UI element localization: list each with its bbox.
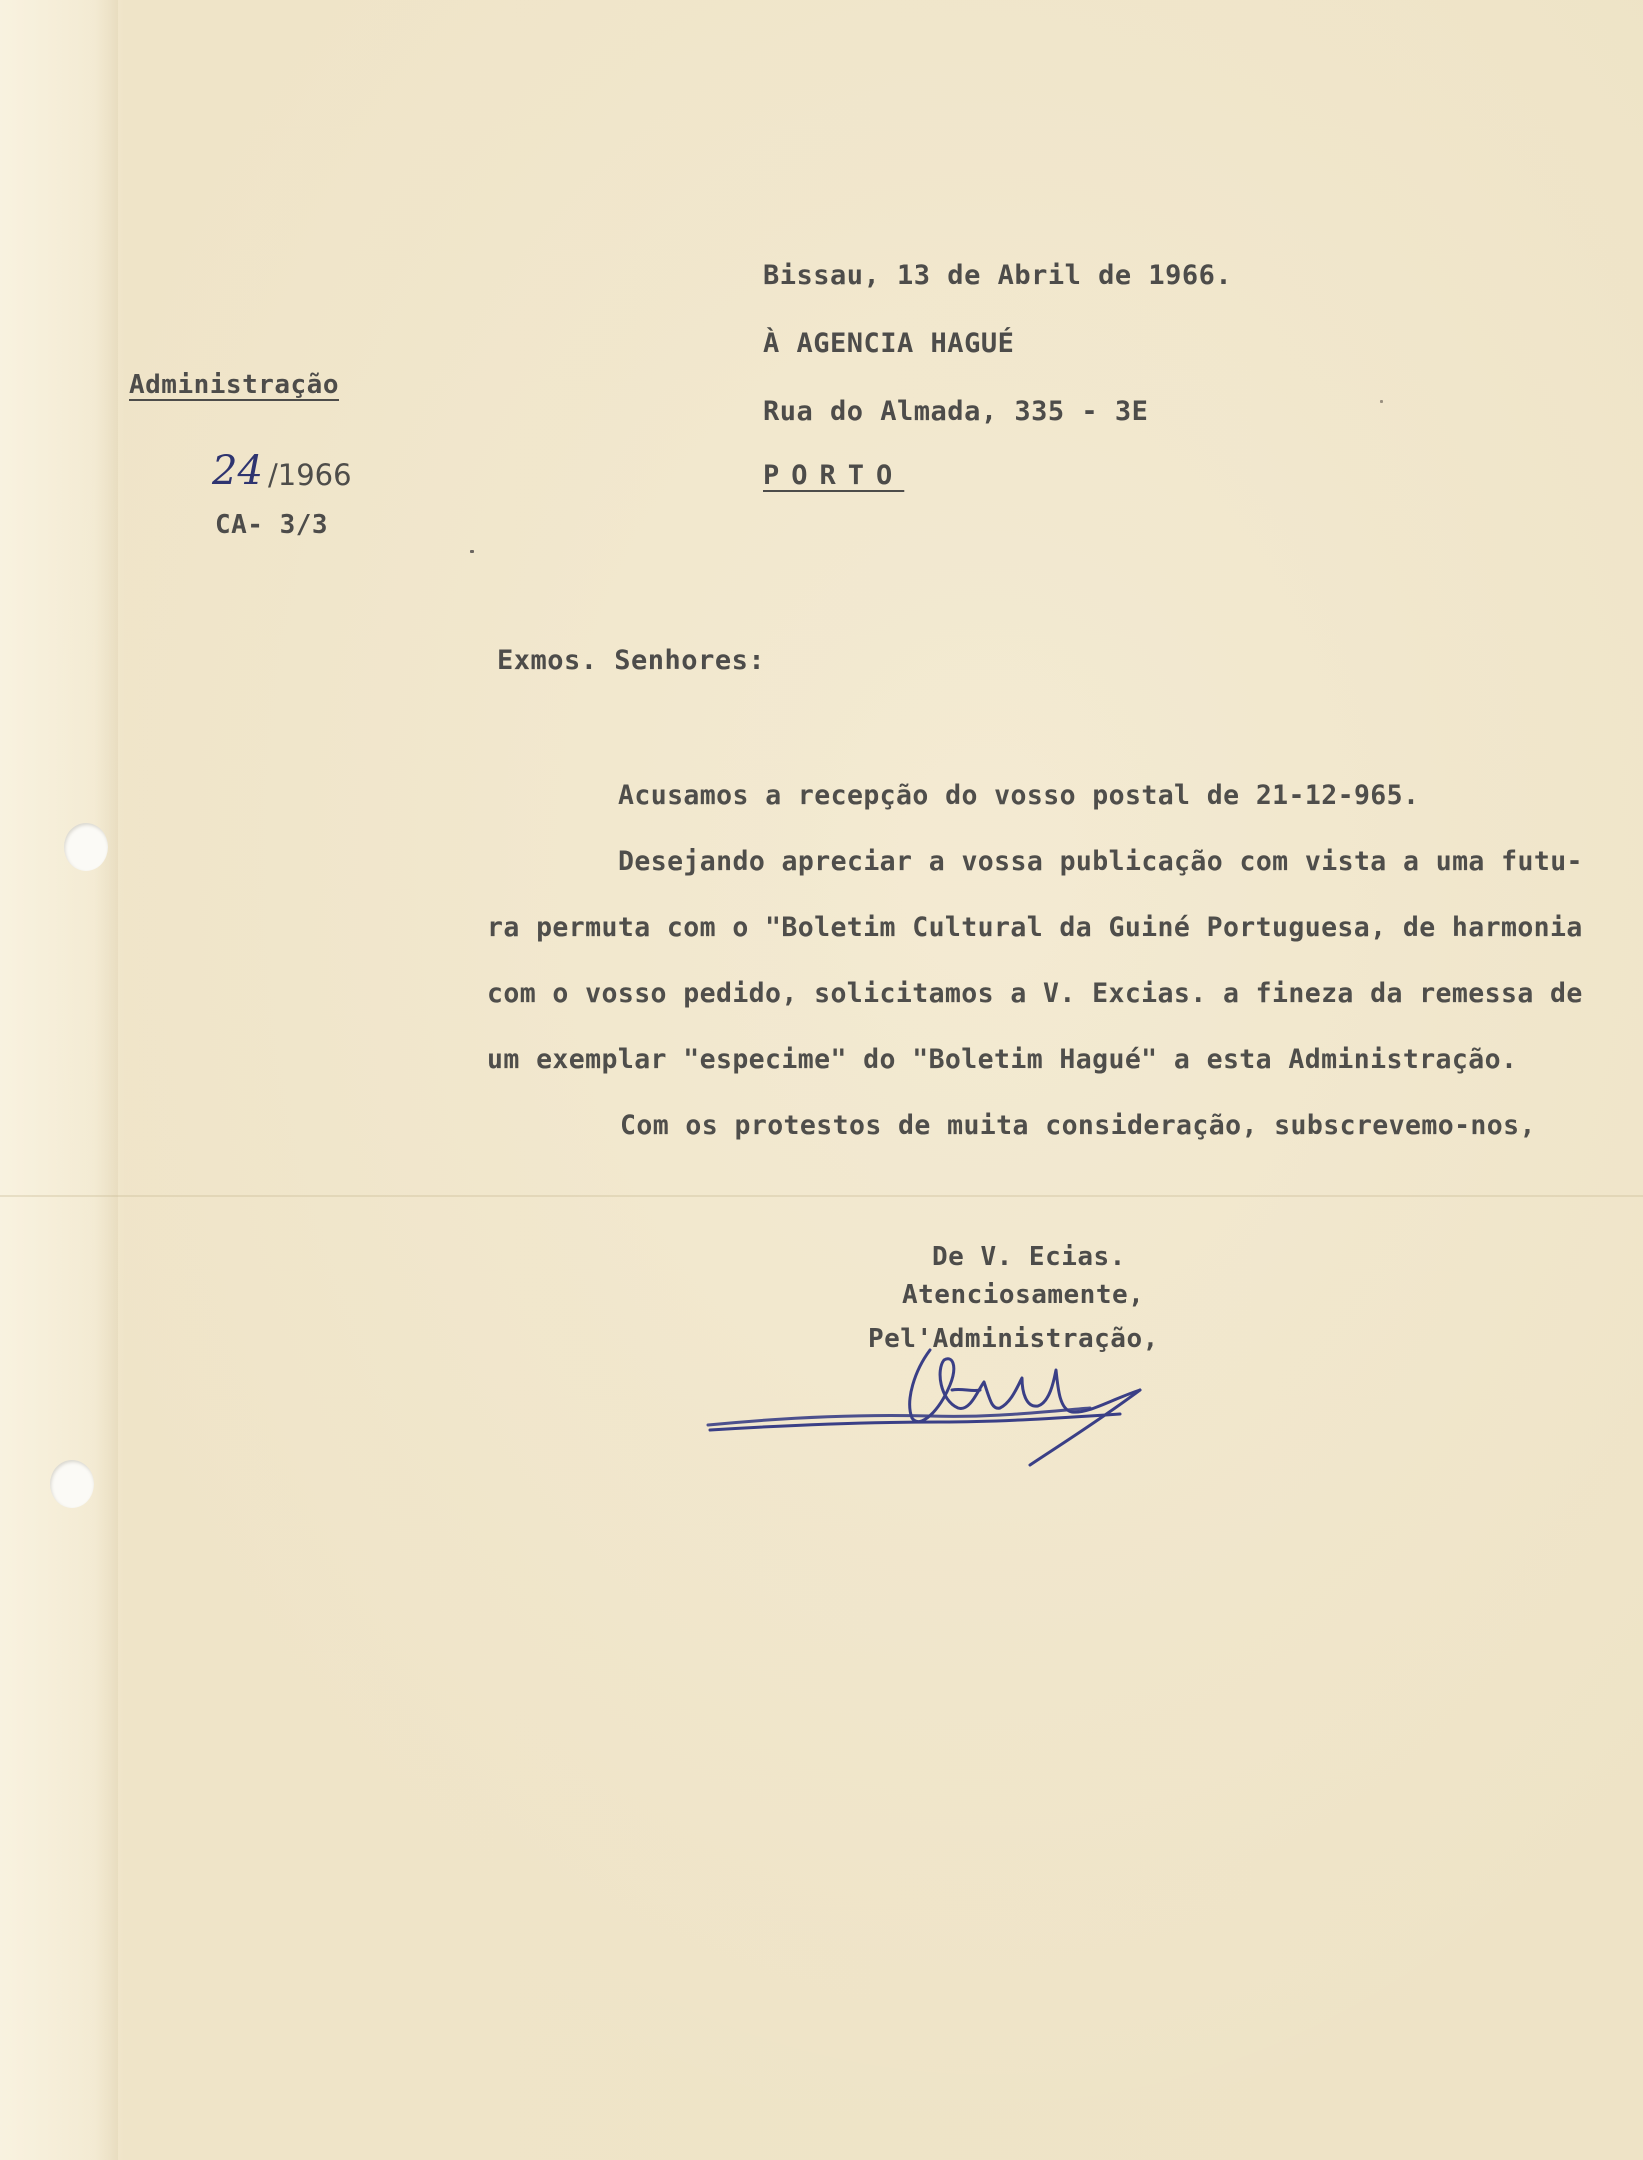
body-line: ra permuta com o "Boletim Cultural da Guiné Portuguesa, de harmonia	[487, 912, 1583, 943]
paper-fold-line	[0, 1195, 1643, 1197]
body-line: um exemplar "especime" do "Boletim Hagué" a esta Administração.	[487, 1044, 1518, 1075]
handwritten-signature	[700, 1330, 1160, 1480]
reference-year: /1966	[268, 458, 352, 492]
body-line: Acusamos a recepção do vosso postal de 21-12-965.	[618, 780, 1420, 811]
closing-line: Pel'Administração,	[868, 1324, 1159, 1354]
closing-line: De V. Ecias.	[932, 1242, 1126, 1272]
ink-speck	[470, 550, 474, 553]
body-line: com o vosso pedido, solicitamos a V. Excias. a fineza da remessa de	[487, 978, 1583, 1009]
reference-code: CA- 3/3	[215, 510, 329, 540]
date-line: Bissau, 13 de Abril de 1966.	[763, 260, 1233, 291]
ink-speck	[1380, 400, 1383, 403]
salutation: Exmos. Senhores:	[497, 645, 766, 676]
punch-hole-icon	[64, 823, 108, 871]
paper-edge-shading	[0, 0, 118, 2160]
recipient-city: PORTO	[763, 460, 905, 491]
reference-number-handwritten: 24	[212, 448, 263, 494]
punch-hole-icon	[50, 1460, 94, 1508]
body-line: Desejando apreciar a vossa publicação com vista a uma futu-	[618, 846, 1583, 877]
closing-line: Atenciosamente,	[902, 1280, 1145, 1310]
recipient-name: À AGENCIA HAGUÉ	[763, 328, 1015, 359]
recipient-address: Rua do Almada, 335 - 3E	[763, 396, 1149, 427]
department-header: Administração	[129, 370, 339, 400]
body-line: Com os protestos de muita consideração, subscrevemo-nos,	[620, 1110, 1536, 1141]
